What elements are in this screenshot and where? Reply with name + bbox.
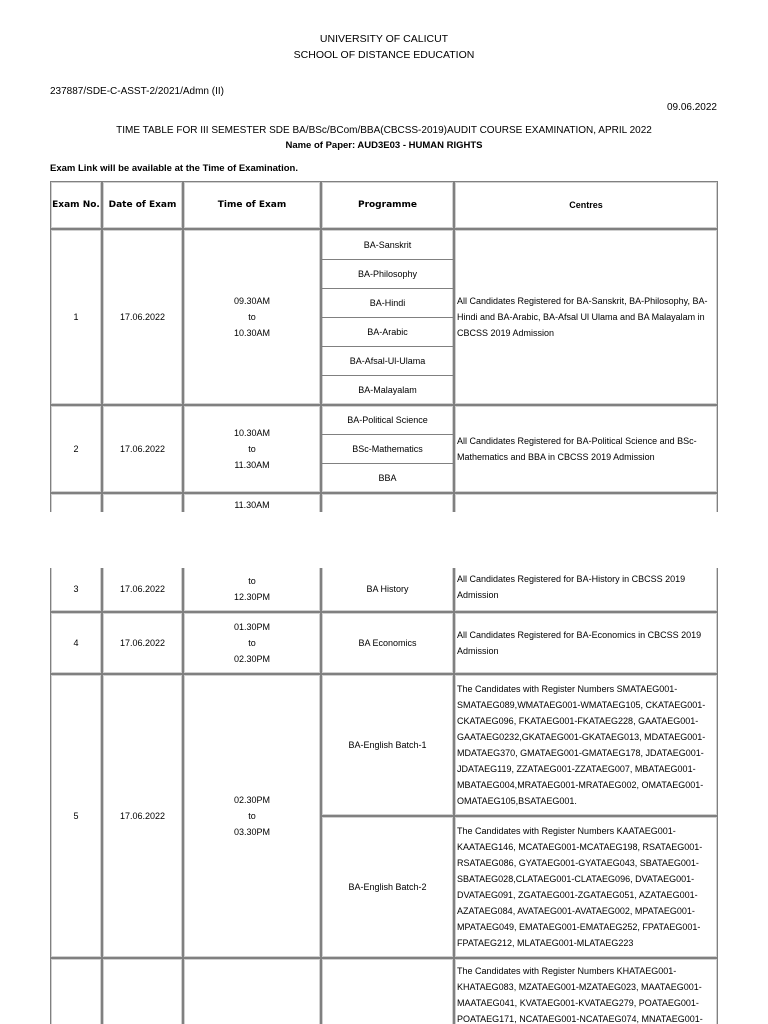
empty-cell [454, 493, 718, 512]
time-to: to [248, 444, 256, 454]
time-end: 02.30PM [233, 654, 271, 664]
time-end: 11.30AM [234, 460, 270, 470]
exam-date: 17.06.2022 [102, 405, 183, 493]
programme-item: BA-Political Science [322, 406, 453, 435]
document-title: TIME TABLE FOR III SEMESTER SDE BA/BSc/BCom/BBA(CBCSS-2019)AUDIT COURSE EXAMINATION, APRIL 2022 [116, 125, 652, 136]
exam-date: 17.06.2022 [102, 229, 183, 405]
exam-no: 4 [50, 612, 102, 674]
programme-item: BSc-Mathematics [322, 435, 453, 464]
exam-no: 2 [50, 405, 102, 493]
programme-item: BA-Hindi [322, 289, 453, 318]
programme-list [321, 405, 454, 493]
exam-time [183, 405, 321, 493]
university-name: UNIVERSITY OF CALICUT [319, 33, 449, 45]
programme-item: BA-Sanskrit [322, 231, 453, 260]
table-row [50, 229, 718, 405]
programme-item: BA-Afsal-Ul-Ulama [322, 347, 453, 376]
exam-no: 1 [50, 229, 102, 405]
table-row [50, 674, 718, 816]
centres-text: All Candidates Registered for BA-Sanskrit, BA-Philosophy, BA-Hindi and BA-Arabic, BA-Afsal Ul Ulama and BA Malayalam in CBCSS 2019 Admission [454, 229, 718, 405]
exam-no: 3 [50, 568, 102, 612]
programme-item: BA-English Batch-2 [321, 816, 454, 958]
time-to: to [248, 811, 256, 821]
centres-text: The Candidates with Register Numbers KHATAEG001-KHATAEG083, MZATAEG001-MZATAEG023, MAATAEG001-MAATAEG041, KVATAEG001-KVATAEG279, POATAEG001-POATAEG171, NCATAEG001-NCATAEG074, MNATAEG001- [454, 958, 718, 1024]
exam-time [183, 674, 321, 958]
centres-text: All Candidates Registered for BA-Economics in CBCSS 2019 Admission [454, 612, 718, 674]
exam-date: 17.06.2022 [102, 612, 183, 674]
exam-time [183, 229, 321, 405]
empty-cell [321, 493, 454, 512]
time-to: to [248, 638, 256, 648]
time-start: 02.30PM [233, 795, 271, 805]
exam-date: 17.06.2022 [102, 568, 183, 612]
exam-time [183, 568, 321, 612]
programme-item: BBA [378, 473, 397, 483]
header-date: Date of Exam [102, 181, 183, 229]
exam-no: 5 [50, 674, 102, 958]
centres-text: All Candidates Registered for BA-History in CBCSS 2019 Admission [454, 568, 718, 612]
exam-time [183, 612, 321, 674]
centres-text: All Candidates Registered for BA-Political Science and BSc-Mathematics and BBA in CBCSS 2019 Admission [454, 405, 718, 493]
table-row [50, 958, 718, 1024]
programme-item: BA-Malayalam [358, 384, 417, 395]
table-header-row [50, 181, 718, 229]
time-to: to [248, 576, 256, 586]
time-to: to [248, 312, 256, 322]
empty-cell [102, 493, 183, 512]
empty-cell [102, 958, 183, 1024]
empty-cell [50, 958, 102, 1024]
programme-item: BA Economics [321, 612, 454, 674]
empty-cell [183, 958, 321, 1024]
centres-text: The Candidates with Register Numbers KAATAEG001-KAATAEG146, MCATAEG001-MCATAEG198, RSATAEG001-RSATAEG086, GYATAEG001-GYATAEG043, SBATAEG001-SBATAEG028,CLATAEG001-CLATAEG096, DVATAEG001-DVATAEG091, ZGATAEG001-ZGATAEG051, AZATAEG001-AZATAEG084, AVATAEG001-AVATAEG002, MPATAEG001-MPATAEG049, EMATAEG001-EMATAEG252, FPATAEG001-FPATAEG212, MLATAEG001-MLATAEG223 [454, 816, 718, 958]
time-end: 10.30AM [233, 328, 271, 338]
timetable-continued [50, 568, 718, 1024]
empty-cell [50, 493, 102, 512]
exam-date: 17.06.2022 [102, 674, 183, 958]
timetable [50, 181, 718, 512]
time-start: 10.30AM [233, 428, 271, 438]
programme-list [321, 229, 454, 405]
time-start: 09.30AM [233, 296, 271, 306]
table-row [50, 612, 718, 674]
programme-item: BA-Philosophy [322, 260, 453, 289]
header-centres: Centres [454, 181, 718, 229]
table-row [50, 568, 718, 612]
table-page-2 [0, 568, 768, 1024]
exam-link-note: Exam Link will be available at the Time of Examination. [50, 163, 298, 174]
time-end: 12.30PM [233, 592, 271, 602]
centres-text: The Candidates with Register Numbers SMATAEG001-SMATAEG089,WMATAEG001-WMATAEG105, CKATAEG001-CKATAEG096, FKATAEG001-FKATAEG228, GAATAEG001-GAATAEG0232,GKATAEG001-GKATAEG013, MDATAEG001-MDATAEG370, GMATAEG001-GMATAEG178, JDATAEG001-JDATAEG119, ZZATAEG001-ZZATAEG007, MBATAEG001-MBATAEG004,MRATAEG001-MRATAEG002, OMATAEG001-OMATAEG105,BSATAEG001. [454, 674, 718, 816]
document-date: 09.06.2022 [666, 102, 717, 113]
empty-cell [321, 958, 454, 1024]
time-start: 11.30AM [183, 493, 321, 512]
school-name: SCHOOL OF DISTANCE EDUCATION [293, 49, 475, 61]
time-end: 03.30PM [233, 827, 271, 837]
reference-number: 237887/SDE-C-ASST-2/2021/Admn (II) [50, 86, 224, 97]
programme-item: BA History [321, 568, 454, 612]
programme-item: BA-English Batch-1 [321, 674, 454, 816]
header-exam-no: Exam No. [50, 181, 102, 229]
table-row [50, 493, 718, 512]
table-row [50, 405, 718, 493]
paper-name: Name of Paper: AUD3E03 - HUMAN RIGHTS [285, 140, 483, 151]
time-start: 01.30PM [233, 622, 271, 632]
programme-item: BA-Arabic [322, 318, 453, 347]
header-programme: Programme [321, 181, 454, 229]
header-time: Time of Exam [183, 181, 321, 229]
